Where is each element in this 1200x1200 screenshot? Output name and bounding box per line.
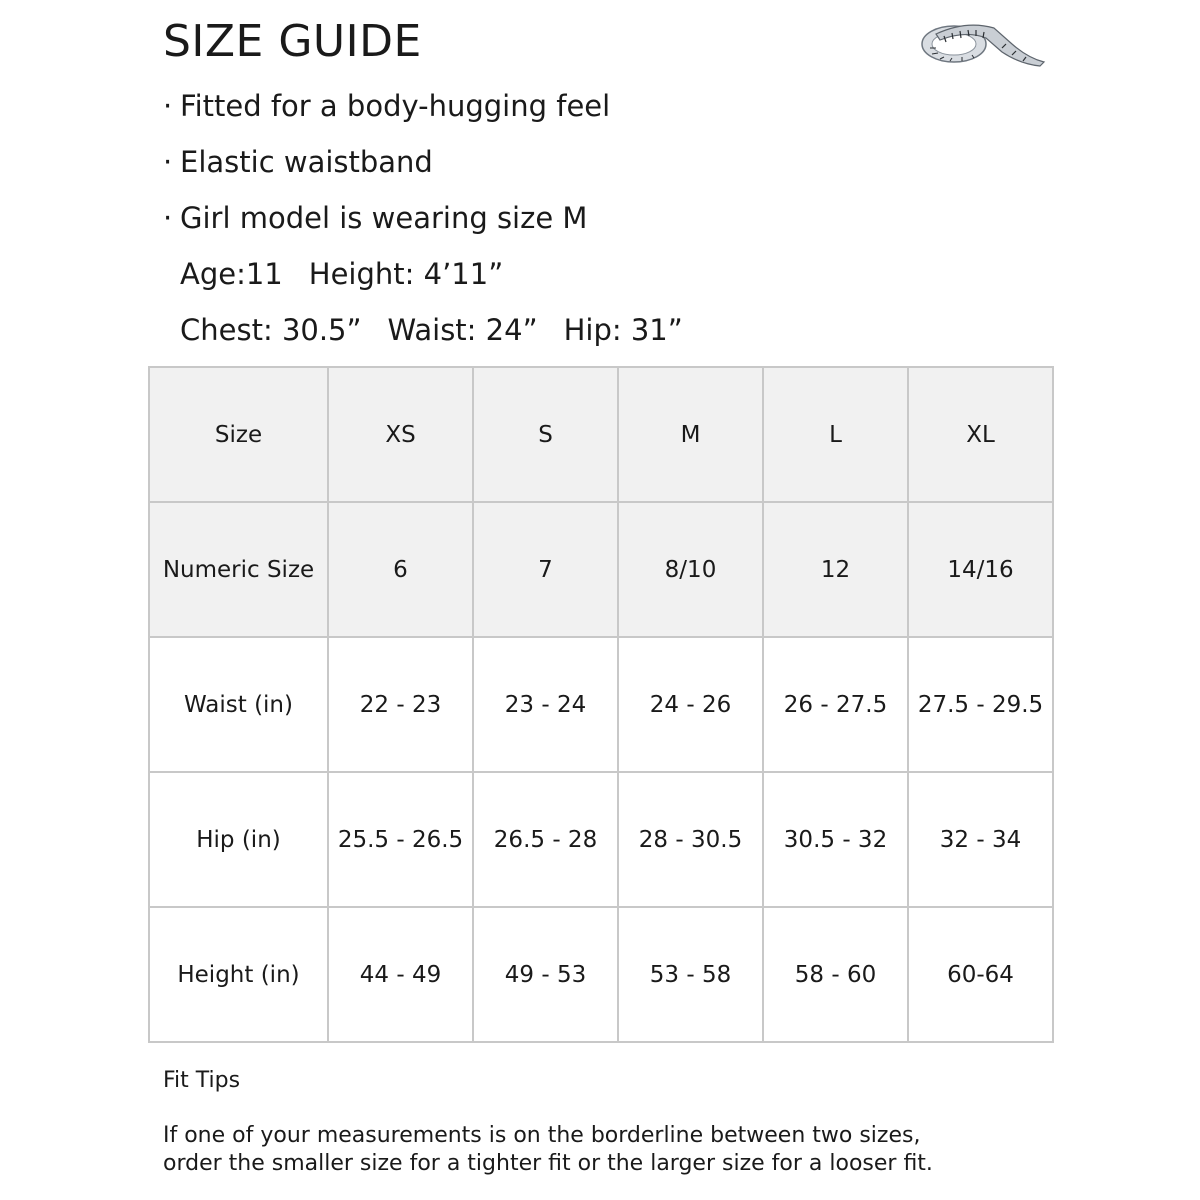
table-row-hip [149, 772, 1053, 907]
table-cell: 25.5 - 26.5 [328, 772, 473, 907]
feature-item: · Elastic waistband [163, 134, 683, 190]
table-row-height [149, 907, 1053, 1042]
table-row-waist [149, 637, 1053, 772]
model-height: Height: 4’11” [308, 257, 504, 291]
row-label: Numeric Size [149, 502, 328, 637]
table-cell: 44 - 49 [328, 907, 473, 1042]
model-stats-line-1 [163, 246, 683, 302]
fit-tips-line-1: If one of your measurements is on the borderline between two sizes, [163, 1123, 921, 1148]
table-cell: 23 - 24 [473, 637, 618, 772]
table-cell: 26.5 - 28 [473, 772, 618, 907]
table-cell: 8/10 [618, 502, 763, 637]
bullet-dot: · [163, 89, 173, 123]
table-cell: M [618, 367, 763, 502]
fit-tips-line-2: order the smaller size for a tighter fit or the larger size for a looser fit. [163, 1151, 933, 1176]
feature-item: · Girl model is wearing size M [163, 190, 683, 246]
table-cell: 58 - 60 [763, 907, 908, 1042]
table-cell: XS [328, 367, 473, 502]
measuring-tape-icon [916, 14, 1046, 70]
table-cell: 22 - 23 [328, 637, 473, 772]
fit-tips-text [163, 1122, 1063, 1178]
feature-list [163, 78, 683, 358]
fit-tips-heading: Fit Tips [163, 1068, 241, 1093]
table-cell: 6 [328, 502, 473, 637]
model-waist: Waist: 24” [387, 313, 538, 347]
table-cell: 7 [473, 502, 618, 637]
table-cell: 26 - 27.5 [763, 637, 908, 772]
table-cell: 30.5 - 32 [763, 772, 908, 907]
row-label: Height (in) [149, 907, 328, 1042]
table-cell: 49 - 53 [473, 907, 618, 1042]
table-row-numeric-size [149, 502, 1053, 637]
row-label: Waist (in) [149, 637, 328, 772]
table-cell: 32 - 34 [908, 772, 1053, 907]
feature-item: · Fitted for a body-hugging feel [163, 78, 683, 134]
model-stats-line-2 [163, 302, 683, 358]
model-chest: Chest: 30.5” [180, 313, 362, 347]
page-title: SIZE GUIDE [163, 16, 422, 67]
model-hip: Hip: 31” [563, 313, 683, 347]
row-label: Size [149, 367, 328, 502]
table-cell: 14/16 [908, 502, 1053, 637]
table-cell: XL [908, 367, 1053, 502]
table-cell: L [763, 367, 908, 502]
table-cell: 12 [763, 502, 908, 637]
table-cell: S [473, 367, 618, 502]
bullet-dot: · [163, 145, 173, 179]
table-row-size [149, 367, 1053, 502]
table-cell: 28 - 30.5 [618, 772, 763, 907]
table-cell: 53 - 58 [618, 907, 763, 1042]
table-cell: 60-64 [908, 907, 1053, 1042]
size-chart-table [148, 366, 1054, 1043]
model-age: Age:11 [180, 257, 283, 291]
bullet-dot: · [163, 201, 173, 235]
table-cell: 24 - 26 [618, 637, 763, 772]
row-label: Hip (in) [149, 772, 328, 907]
table-cell: 27.5 - 29.5 [908, 637, 1053, 772]
